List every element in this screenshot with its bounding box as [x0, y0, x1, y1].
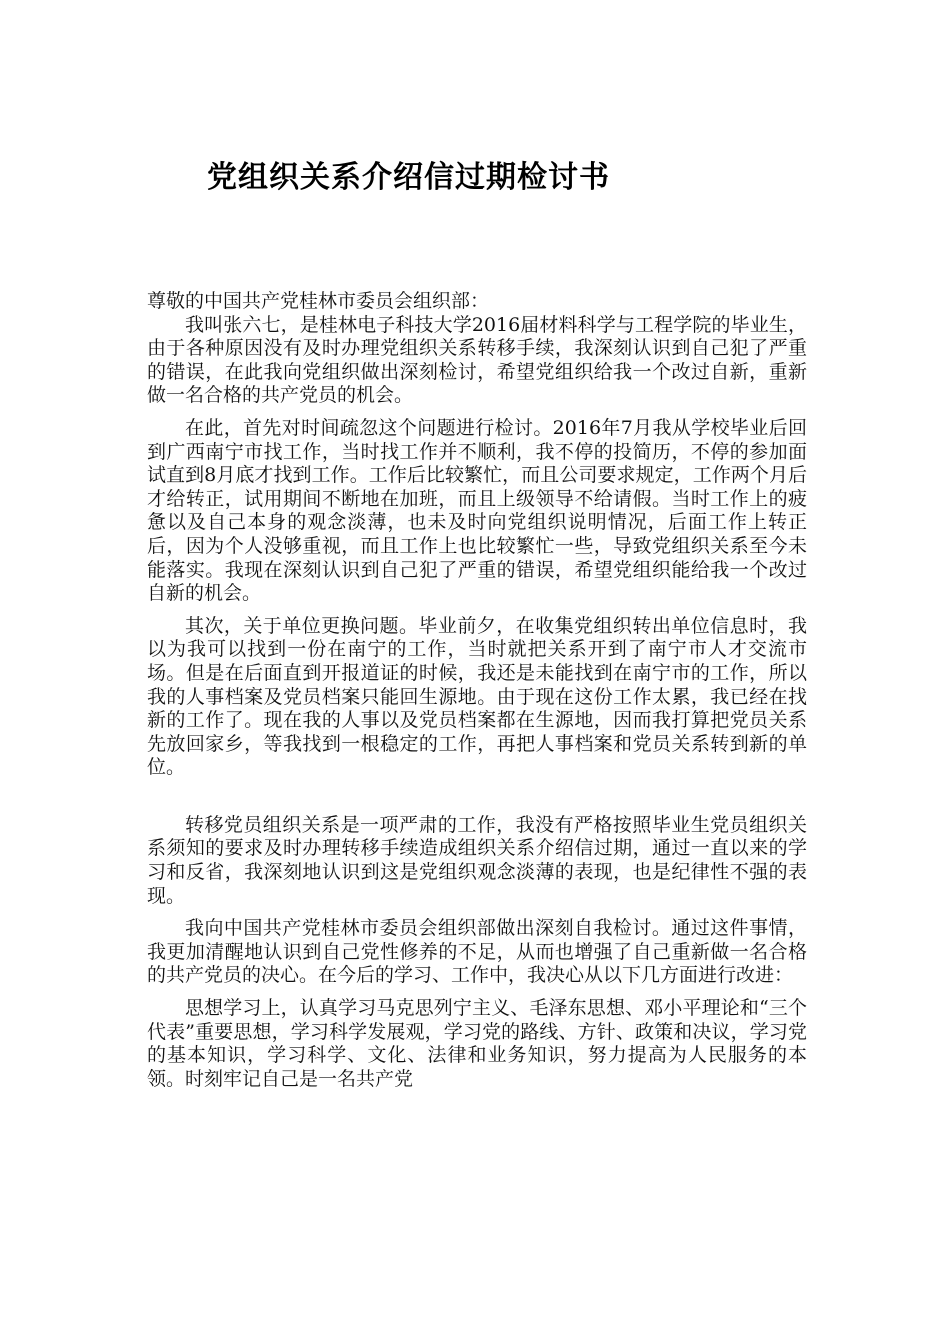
document-body [147, 290, 807, 1100]
paragraph-time-negligence: 在此，首先对时间疏忽这个问题进行检讨。2016年7月我从学校毕业后回到广西南宁市找工作，当时找工作并不顺利，我不停的投简历，不停的参加面试直到8月底才找到工作。工作后比较繁忙，而且公司要求规定，工作两个月后才给转正，试用期间不断地在加班，而且上级领导不给请假。当时工作上的疲惫以及自己本身的观念淡薄，也未及时向党组织说明情况，后面工作上转正后，因为个人没够重视，而且工作上也比较繁忙一些，导致党组织关系至今未能落实。我现在深刻认识到自己犯了严重的错误，希望党组织能给我一个改过自新的机会。 [147, 416, 807, 605]
paragraph-unit-change: 其次，关于单位更换问题。毕业前夕，在收集党组织转出单位信息时，我以为我可以找到一份在南宁的工作，当时就把关系开到了南宁市人才交流市场。但是在后面直到开报道证的时候，我还是未能找到在南宁市的工作，所以我的人事档案及党员档案只能回生源地。由于现在这份工作太累，我已经在找新的工作了。现在我的人事以及党员档案都在生源地，因而我打算把党员关系先放回家乡，等我找到一根稳定的工作，再把人事档案和党员关系转到新的单位。 [147, 614, 807, 779]
paragraph-intro: 我叫张六七，是桂林电子科技大学2016届材料科学与工程学院的毕业生，由于各种原因没有及时办理党组织关系转移手续，我深刻认识到自己犯了严重的错误，在此我向党组织做出深刻检讨，希望党组织给我一个改过自新，重新做一名合格的共产党员的机会。 [147, 313, 807, 407]
paragraph-study-plan: 思想学习上，认真学习马克思列宁主义、毛泽东思想、邓小平理论和“三个代表”重要思想，学习科学发展观，学习党的路线、方针、政策和决议，学习党的基本知识，学习科学、文化、法律和业务知识，努力提高为人民服务的本领。时刻牢记自己是一名共产党 [147, 997, 807, 1090]
paragraph-seriousness: 转移党员组织关系是一项严肃的工作，我没有严格按照毕业生党员组织关系须知的要求及时办理转移手续造成组织关系介绍信过期，通过一直以来的学习和反省，我深刻地认识到这是党组织观念淡薄的表现，也是纪律性不强的表现。 [147, 813, 807, 907]
salutation: 尊敬的中国共产党桂林市委员会组织部： [147, 290, 490, 312]
paragraph-self-review: 我向中国共产党桂林市委员会组织部做出深刻自我检讨。通过这件事情，我更加清醒地认识到自己党性修养的不足，从而也增强了自己重新做一名合格的共产党员的决心。在今后的学习、工作中，我决心从以下几方面进行改进： [147, 917, 807, 987]
document-title: 党组织关系介绍信过期检讨书 [207, 160, 610, 195]
